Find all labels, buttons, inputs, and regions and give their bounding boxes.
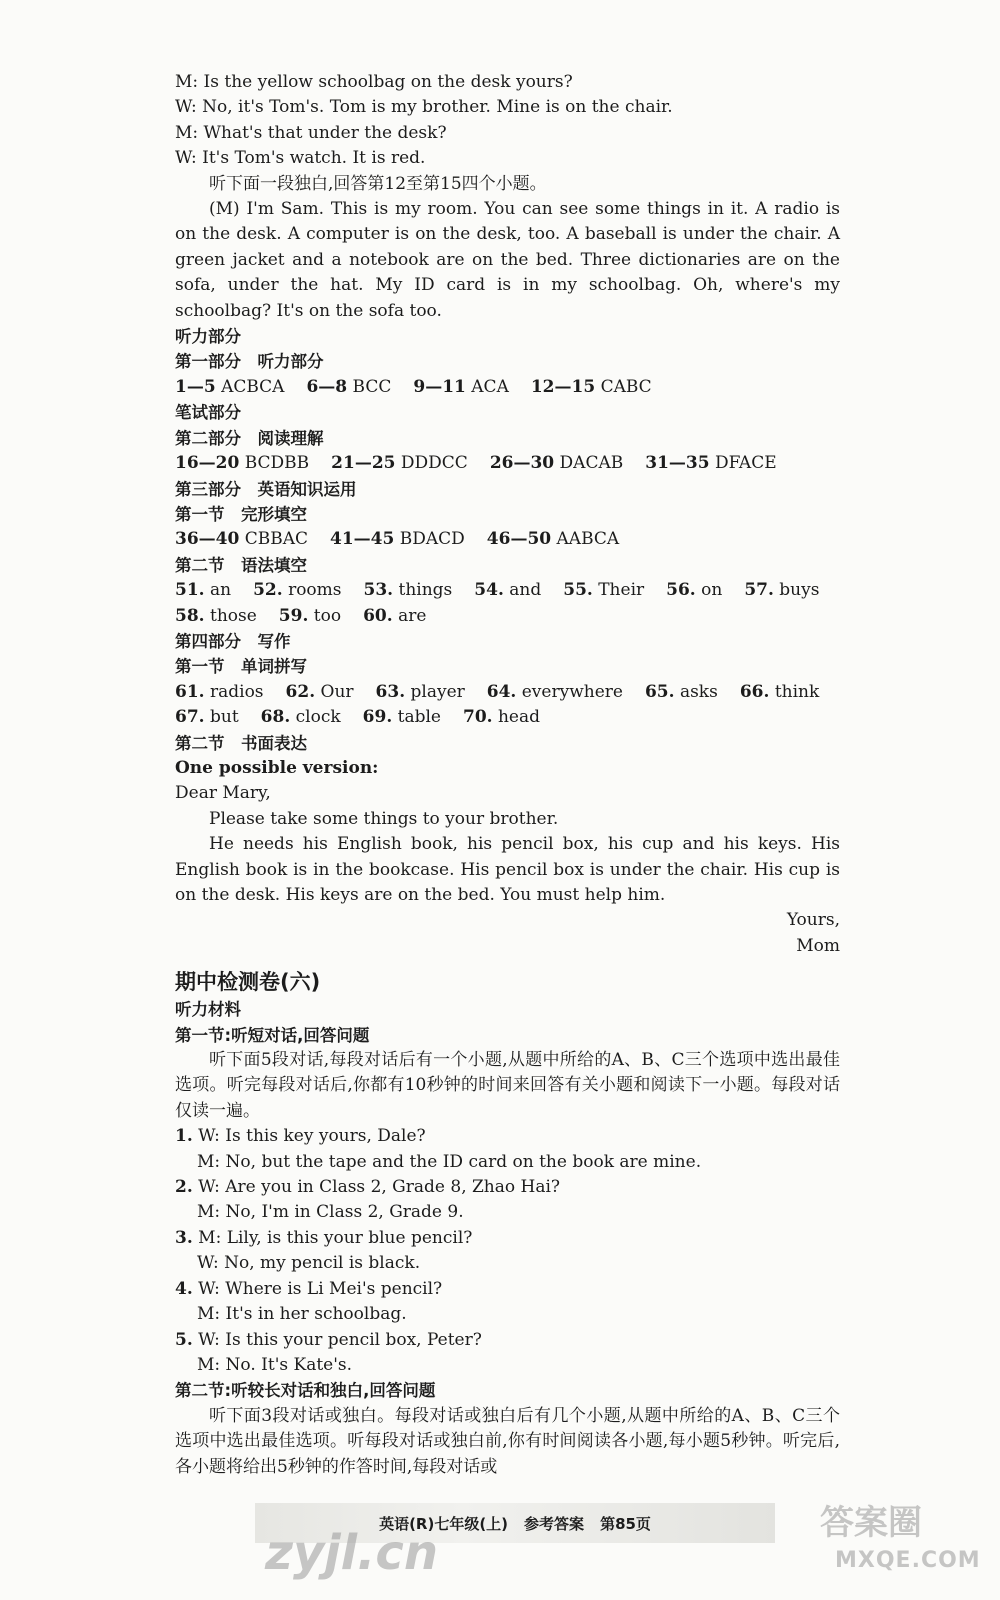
answer-item: 60. are	[363, 605, 427, 626]
answer-item: 54. and	[474, 580, 542, 601]
heading-grammar: 第二节 语法填空	[175, 555, 307, 575]
answer-group: 36—40 CBBAC	[175, 529, 309, 550]
answer-item: 66. think	[739, 681, 820, 702]
essay-greeting: Dear Mary,	[175, 783, 271, 804]
answer-item: 63. player	[375, 681, 465, 702]
dialog-1	[175, 70, 840, 172]
dialog-line: W: It's Tom's watch. It is red.	[175, 148, 426, 169]
short-dialog: 1. W: Is this key yours, Dale? M: No, but the tape and the ID card on the book are mine.	[175, 1126, 702, 1172]
heading-writing: 第二节 书面表达	[175, 733, 307, 753]
watermark-logo: 答案圈	[820, 1503, 922, 1543]
answer-item: 58. those	[175, 605, 257, 626]
heading-listening: 听力部分	[175, 327, 241, 347]
dialog-line: M: What's that under the desk?	[175, 122, 447, 143]
answers-grammar-1	[175, 578, 840, 603]
essay-paragraph: He needs his English book, his pencil box, his cup and his keys. His English book is in the bookcase. His pencil box is under the chair. His cup is on the desk. His keys are on the bed. You must help him.	[175, 834, 840, 905]
answers-spelling-2	[175, 705, 840, 730]
short-dialog: 4. W: Where is Li Mei's pencil? M: It's in her schoolbag.	[175, 1278, 443, 1325]
answer-group: 21—25 DDDCC	[331, 453, 468, 474]
answer-group: 16—20 BCDBB	[175, 453, 310, 474]
heading-cloze: 第一节 完形填空	[175, 504, 307, 524]
footer-page-number: 第85页	[600, 1514, 651, 1533]
answer-item: 56. on	[666, 580, 723, 601]
answer-group: 12—15 CABC	[530, 376, 652, 397]
answer-group: 46—50 AABCA	[486, 529, 620, 550]
answers-cloze	[175, 527, 840, 552]
answer-group: 41—45 BDACD	[330, 529, 465, 550]
essay-signoff: Yours,	[786, 910, 840, 931]
answer-item: 70. head	[463, 707, 541, 728]
watermark-left: zyjl.cn	[265, 1525, 438, 1581]
answer-item: 57. buys	[744, 580, 820, 601]
dialog-line: W: No, it's Tom's. Tom is my brother. Mine is on the chair.	[175, 97, 673, 118]
short-dialog: 3. M: Lily, is this your blue pencil? W: No, my pencil is black.	[175, 1227, 473, 1274]
answer-item: 65. asks	[644, 681, 718, 702]
instruction-section1: 听下面5段对话,每段对话后有一个小题,从题中所给的A、B、C三个选项中选出最佳选项。听完每段对话后,你都有10秒钟的时间来回答有关小题和阅读下一小题。每段对话仅读一遍。	[175, 1050, 840, 1121]
heading-materials: 听力材料	[175, 1000, 241, 1020]
heading-long-dialogs: 第二节:听较长对话和独白,回答问题	[175, 1381, 436, 1401]
answer-item: 52. rooms	[253, 580, 342, 601]
heading-spelling: 第一节 单词拼写	[175, 657, 307, 677]
answer-item: 64. everywhere	[486, 681, 623, 702]
answer-item: 62. Our	[285, 681, 354, 702]
footer-subject: 英语(R)七年级(上)	[379, 1514, 509, 1533]
footer-label: 参考答案	[524, 1514, 585, 1533]
answers-grammar-2	[175, 604, 840, 629]
heading-part4: 第四部分 写作	[175, 631, 291, 651]
watermark-site: MXQE.COM	[835, 1548, 981, 1573]
answer-group: 31—35 DFACE	[645, 453, 777, 474]
answer-group: 26—30 DACAB	[489, 453, 624, 474]
answer-item: 53. things	[363, 580, 453, 601]
answer-group: 9—11 ACA	[413, 376, 509, 397]
answer-page	[175, 70, 840, 1480]
short-dialog: 2. W: Are you in Class 2, Grade 8, Zhao Hai? M: No, I'm in Class 2, Grade 9.	[175, 1177, 561, 1223]
instruction-section2: 听下面3段对话或独白。每段对话或独白后有几个小题,从题中所给的A、B、C三个选项中选出最佳选项。听每段对话或独白前,你有时间阅读各小题,每小题5秒钟。听完后,各小题将给出5秒钟的作答时间,每段对话或	[175, 1405, 840, 1477]
heading-part1: 第一部分 听力部分	[175, 352, 324, 372]
heading-written: 笔试部分	[175, 403, 241, 423]
monologue-text: (M) I'm Sam. This is my room. You can see some things in it. A radio is on the desk. A computer is on the desk, too. A baseball is under the chair. A green jacket and a notebook are on the bed. Three dictionaries are on the sofa, under the hat. My ID card is in my schoolbag. Oh, where's my schoolbag? It's on the sofa too.	[175, 199, 840, 321]
short-dialog: 5. W: Is this your pencil box, Peter? M: No. It's Kate's.	[175, 1329, 482, 1375]
dialog-line: M: Is the yellow schoolbag on the desk yours?	[175, 72, 573, 92]
section-title: 期中检测卷(六)	[175, 970, 321, 995]
answers-part1	[175, 375, 840, 400]
answer-item: 61. radios	[175, 681, 264, 702]
answer-item: 69. table	[362, 707, 441, 728]
answers-spelling-1	[175, 680, 840, 705]
instruction-12-15: 听下面一段独白,回答第12至第15四个小题。	[209, 173, 547, 194]
answer-group: 1—5 ACBCA	[175, 376, 285, 397]
short-dialog-list	[175, 1124, 840, 1378]
essay-paragraph: Please take some things to your brother.	[209, 808, 559, 829]
heading-part3: 第三部分 英语知识运用	[175, 479, 357, 499]
answer-group: 6—8 BCC	[306, 376, 392, 397]
answer-item: 59. too	[278, 605, 342, 626]
answer-item: 67. but	[175, 707, 239, 728]
heading-short-dialogs: 第一节:听短对话,回答问题	[175, 1025, 370, 1045]
answer-item: 55. Their	[563, 580, 645, 601]
heading-part2: 第二部分 阅读理解	[175, 428, 324, 448]
essay-signature: Mom	[796, 935, 840, 956]
answer-item: 68. clock	[260, 707, 341, 728]
answer-item: 51. an	[175, 580, 232, 601]
essay-label: One possible version:	[175, 757, 379, 778]
answers-part2	[175, 451, 840, 476]
